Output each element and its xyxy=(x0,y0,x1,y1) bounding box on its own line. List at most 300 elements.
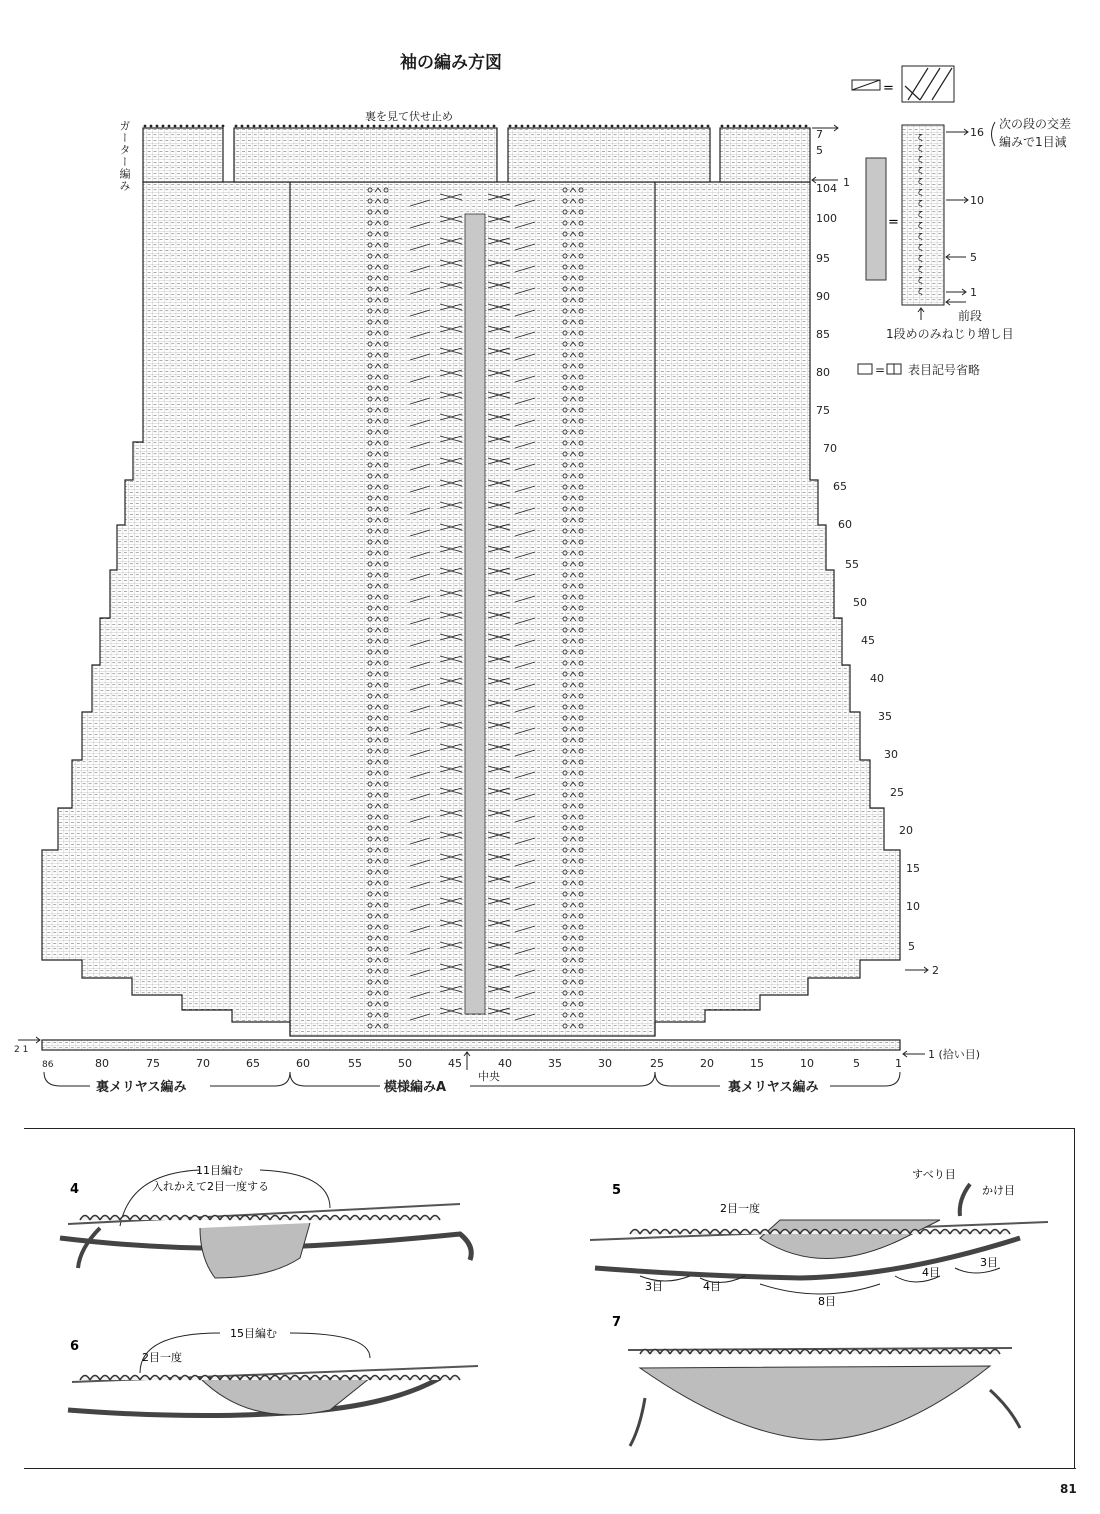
bind-off-dot xyxy=(611,125,614,128)
stitch-loop xyxy=(90,1216,100,1221)
legend-panel-swatch xyxy=(866,158,886,280)
row-label: 40 xyxy=(870,672,884,685)
stitch-number: 35 xyxy=(548,1057,562,1070)
row-label: 25 xyxy=(890,786,904,799)
stitch-loop xyxy=(680,1230,690,1235)
bind-off-dot xyxy=(439,125,442,128)
stitch-loop xyxy=(300,1376,310,1381)
bind-off-dot xyxy=(421,125,424,128)
bind-off-dot xyxy=(144,125,147,128)
section-labels xyxy=(96,1079,818,1095)
twist-stitch-mark: ζ xyxy=(918,210,923,219)
bind-off-dot xyxy=(659,125,662,128)
stitch-loop xyxy=(370,1216,380,1221)
stitch-loop xyxy=(630,1230,640,1235)
bind-off-dot xyxy=(313,125,316,128)
bind-off-dot xyxy=(757,125,760,128)
bind-off-dot xyxy=(707,125,710,128)
bind-off-dot xyxy=(551,125,554,128)
stitch-loop xyxy=(420,1216,430,1221)
bind-off-dot xyxy=(247,125,250,128)
stitch-loop xyxy=(390,1216,400,1221)
stitch-loop xyxy=(190,1216,200,1221)
bind-off-dot xyxy=(487,125,490,128)
stitch-loop xyxy=(420,1376,430,1381)
stitch-loop xyxy=(960,1350,970,1355)
bind-off-dot xyxy=(265,125,268,128)
row-label: 100 xyxy=(816,212,837,225)
stitch-loop xyxy=(260,1376,270,1381)
bind-off-dot xyxy=(379,125,382,128)
stitch-loop xyxy=(340,1216,350,1221)
bind-off-dot xyxy=(677,125,680,128)
stitch-loop xyxy=(790,1350,800,1355)
cable-panel xyxy=(465,214,485,1014)
stitch-loop xyxy=(940,1350,950,1355)
row-label: 5 xyxy=(816,144,823,157)
stitch-loop xyxy=(380,1376,390,1381)
stitch-number: 15 xyxy=(750,1057,764,1070)
stitch-loop xyxy=(150,1216,160,1221)
stitch-loop xyxy=(910,1350,920,1355)
bind-off-dot xyxy=(493,125,496,128)
figure-5 xyxy=(590,1168,1048,1308)
bind-off-dot xyxy=(271,125,274,128)
bind-off-dot xyxy=(307,125,310,128)
bind-off-dot xyxy=(451,125,454,128)
bind-off-dot xyxy=(216,125,219,128)
stitch-loop xyxy=(710,1230,720,1235)
twist-stitch-mark: ζ xyxy=(918,232,923,241)
page-number: 81 xyxy=(1060,1482,1077,1496)
stitch-loop xyxy=(700,1230,710,1235)
stitch-loop xyxy=(110,1376,120,1381)
bind-off-dot xyxy=(325,125,328,128)
legend-repeat-chart xyxy=(902,125,944,305)
stitch-number: 60 xyxy=(296,1057,310,1070)
figure-number: 4 xyxy=(70,1182,80,1197)
bind-off-dot xyxy=(641,125,644,128)
stitch-loop xyxy=(660,1230,670,1235)
bind-off-dot xyxy=(721,125,724,128)
stitch-loop xyxy=(380,1216,390,1221)
stitch-loop xyxy=(970,1350,980,1355)
stitch-number: 5 xyxy=(853,1057,860,1070)
figure-5-label-e: 4目 xyxy=(703,1280,721,1293)
stitch-loop xyxy=(670,1230,680,1235)
stitch-loop xyxy=(160,1376,170,1381)
stitch-loop xyxy=(110,1216,120,1221)
figure-5-label-b: すべり目 xyxy=(912,1168,956,1181)
bind-off-dot xyxy=(198,125,201,128)
row-label: 45 xyxy=(861,634,875,647)
twist-stitch-mark: ζ xyxy=(918,155,923,164)
row-label: 50 xyxy=(853,596,867,609)
stitch-loop xyxy=(990,1350,1000,1355)
stitch-loop xyxy=(990,1230,1000,1235)
bind-off-dot xyxy=(355,125,358,128)
bind-off-dot xyxy=(745,125,748,128)
stitch-loop xyxy=(750,1230,760,1235)
legend-note-1: 次の段の交差 xyxy=(999,117,1072,131)
figure-5-label-d: 3目 xyxy=(645,1280,663,1293)
stitch-loop xyxy=(950,1350,960,1355)
bind-off-dot xyxy=(283,125,286,128)
stitch-loop xyxy=(360,1376,370,1381)
stitch-loop xyxy=(320,1376,330,1381)
bind-off-dot xyxy=(361,125,364,128)
figure-5-label-h: 3目 xyxy=(980,1256,998,1269)
stitch-loop xyxy=(360,1216,370,1221)
bind-off-dot xyxy=(222,125,225,128)
legend-row-1: 1 xyxy=(970,286,977,299)
bind-off-dot xyxy=(156,125,159,128)
bind-off-dot xyxy=(793,125,796,128)
stitch-loop xyxy=(130,1376,140,1381)
figure-number: 5 xyxy=(612,1183,622,1198)
stitch-loop xyxy=(250,1216,260,1221)
row-label: 70 xyxy=(823,442,837,455)
stitch-loop xyxy=(920,1230,930,1235)
row-label: 95 xyxy=(816,252,830,265)
twist-stitch-mark: ζ xyxy=(918,276,923,285)
stitch-loop xyxy=(370,1376,380,1381)
bind-off-dot xyxy=(733,125,736,128)
stitch-number: 30 xyxy=(598,1057,612,1070)
stitch-loop xyxy=(870,1350,880,1355)
stitch-loop xyxy=(900,1350,910,1355)
figure-5-label-a: 2目一度 xyxy=(720,1202,760,1215)
figure-6-label-a: 15目編む xyxy=(230,1327,277,1340)
legend-twist-stitches xyxy=(918,133,922,296)
stitch-loop xyxy=(410,1216,420,1221)
row-label: 2 xyxy=(932,964,939,977)
bind-off-dot xyxy=(150,125,153,128)
stitch-loop xyxy=(120,1376,130,1381)
bind-off-dot xyxy=(647,125,650,128)
bind-off-dot xyxy=(751,125,754,128)
stitch-number: 70 xyxy=(196,1057,210,1070)
bind-off-dot xyxy=(168,125,171,128)
section-label-right: 裏メリヤス編み xyxy=(728,1080,819,1095)
figure-5-label-f: 8目 xyxy=(818,1295,836,1308)
bind-off-dot xyxy=(689,125,692,128)
bind-off-dots xyxy=(144,125,808,128)
stitch-loop xyxy=(960,1230,970,1235)
row-label: 20 xyxy=(899,824,913,837)
bind-off-dot xyxy=(349,125,352,128)
bind-off-dot xyxy=(427,125,430,128)
bind-off-dot xyxy=(509,125,512,128)
stitch-loop xyxy=(280,1376,290,1381)
bind-off-dot xyxy=(463,125,466,128)
bind-off-dot xyxy=(343,125,346,128)
bind-off-dot xyxy=(391,125,394,128)
bind-off-dot xyxy=(581,125,584,128)
legend-note-2: 編みで1目減 xyxy=(999,135,1067,149)
stitch-loop xyxy=(880,1350,890,1355)
stitch-loop xyxy=(450,1376,460,1381)
bind-off-dot xyxy=(593,125,596,128)
stitch-loop xyxy=(330,1216,340,1221)
twist-stitch-mark: ζ xyxy=(918,243,923,252)
bindoff-block-3 xyxy=(508,128,710,182)
bind-off-dot xyxy=(775,125,778,128)
stitch-loop xyxy=(80,1376,90,1381)
stitch-loop xyxy=(310,1216,320,1221)
stitch-loop xyxy=(930,1230,940,1235)
stitch-loop xyxy=(840,1350,850,1355)
stitch-loop xyxy=(390,1376,400,1381)
stitch-loop xyxy=(130,1216,140,1221)
stitch-loop xyxy=(270,1216,280,1221)
stitch-loop xyxy=(440,1376,450,1381)
stitch-loop xyxy=(890,1350,900,1355)
figure-number: 7 xyxy=(612,1315,622,1330)
bind-off-dot xyxy=(180,125,183,128)
twist-stitch-mark: ζ xyxy=(918,188,923,197)
row-label: 90 xyxy=(816,290,830,303)
bind-off-dot xyxy=(331,125,334,128)
figure-5-label-c: かけ目 xyxy=(982,1184,1015,1197)
stitch-loop xyxy=(140,1376,150,1381)
legend-row-10: 10 xyxy=(970,194,984,207)
figure-4 xyxy=(60,1163,471,1278)
bind-off-dot xyxy=(763,125,766,128)
row-label: 65 xyxy=(833,480,847,493)
twist-stitch-mark: ζ xyxy=(918,144,923,153)
stitch-loop xyxy=(920,1350,930,1355)
bind-off-dot xyxy=(259,125,262,128)
figure-5-label-g: 4目 xyxy=(922,1266,940,1279)
chart-body xyxy=(42,125,900,1050)
stitch-loop xyxy=(730,1230,740,1235)
stitch-number: 86 xyxy=(42,1060,54,1070)
bind-off-dot xyxy=(701,125,704,128)
row-label: 1 xyxy=(843,176,850,189)
stitch-number: 25 xyxy=(650,1057,664,1070)
bind-off-dot xyxy=(241,125,244,128)
row-label: 60 xyxy=(838,518,852,531)
figure-number: 6 xyxy=(70,1339,80,1354)
bind-off-dot xyxy=(623,125,626,128)
row-label: 104 xyxy=(816,182,837,195)
bottom-rule xyxy=(24,1468,1076,1469)
stitch-loop xyxy=(90,1376,100,1381)
stitch-loop xyxy=(270,1376,280,1381)
legend-row-16: 16 xyxy=(970,126,984,139)
bind-off-dot xyxy=(235,125,238,128)
bind-off-dot xyxy=(521,125,524,128)
stitch-loop xyxy=(330,1376,340,1381)
stitch-number: 10 xyxy=(800,1057,814,1070)
legend-equals-2: = xyxy=(888,215,899,230)
twist-stitch-mark: ζ xyxy=(918,133,923,142)
bind-off-dot xyxy=(587,125,590,128)
legend-first-row-note: 1段めのみねじり増し目 xyxy=(886,327,1014,341)
stitch-number: 40 xyxy=(498,1057,512,1070)
bind-off-dot xyxy=(569,125,572,128)
stitch-loop xyxy=(940,1230,950,1235)
bind-off-dot xyxy=(769,125,772,128)
bind-off-dot xyxy=(727,125,730,128)
bind-off-dot xyxy=(739,125,742,128)
twist-stitch-mark: ζ xyxy=(918,166,923,175)
technique-figures-svg xyxy=(0,1128,1100,1468)
stitch-loop xyxy=(280,1216,290,1221)
bind-off-dot xyxy=(683,125,686,128)
twist-stitch-mark: ζ xyxy=(918,254,923,263)
twist-stitch-mark: ζ xyxy=(918,265,923,274)
twist-stitch-mark: ζ xyxy=(918,221,923,230)
figure-7 xyxy=(612,1315,1020,1446)
bind-off-dot xyxy=(481,125,484,128)
center-label: 中央 xyxy=(478,1070,500,1083)
stitch-loop xyxy=(290,1216,300,1221)
bind-off-dot xyxy=(415,125,418,128)
bind-off-dot xyxy=(527,125,530,128)
stitch-loop xyxy=(350,1376,360,1381)
stitch-loop xyxy=(650,1230,660,1235)
stitch-loop xyxy=(170,1216,180,1221)
stitch-loop xyxy=(100,1216,110,1221)
stitch-loop xyxy=(860,1350,870,1355)
left-row-label: 2 1 xyxy=(14,1045,29,1055)
bind-off-dot xyxy=(337,125,340,128)
bind-off-dot xyxy=(781,125,784,128)
bind-off-dot xyxy=(295,125,298,128)
bind-off-dot xyxy=(186,125,189,128)
stitch-loop xyxy=(150,1376,160,1381)
bindoff-block-4 xyxy=(720,128,810,182)
bind-off-dot xyxy=(301,125,304,128)
stitch-number: 20 xyxy=(700,1057,714,1070)
stitch-number: 75 xyxy=(146,1057,160,1070)
stitch-loop xyxy=(410,1376,420,1381)
figure-6-label-b: 2目一度 xyxy=(142,1351,182,1364)
bind-off-dot xyxy=(475,125,478,128)
bind-off-dot xyxy=(457,125,460,128)
stitch-loop xyxy=(850,1350,860,1355)
stitch-loop xyxy=(320,1216,330,1221)
bind-off-dot xyxy=(174,125,177,128)
bind-off-dot xyxy=(545,125,548,128)
bind-off-dot xyxy=(635,125,638,128)
stitch-loop xyxy=(810,1350,820,1355)
bind-off-dot xyxy=(253,125,256,128)
legend-purl-omitted: 表目記号省略 xyxy=(908,363,981,377)
bind-off-dot xyxy=(469,125,472,128)
row-label: 10 xyxy=(906,900,920,913)
stitch-loop xyxy=(830,1350,840,1355)
chart-title: 袖の編み方図 xyxy=(400,53,502,73)
row-label: 35 xyxy=(878,710,892,723)
bind-off-dot xyxy=(210,125,213,128)
bind-off-dot xyxy=(277,125,280,128)
stitch-loop xyxy=(100,1376,110,1381)
stitch-loop xyxy=(740,1230,750,1235)
bind-off-dot xyxy=(671,125,674,128)
stitch-loop xyxy=(400,1376,410,1381)
legend xyxy=(852,66,1071,377)
bind-off-dot xyxy=(695,125,698,128)
section-label-left: 裏メリヤス編み xyxy=(96,1080,187,1095)
legend-prev-row: 前段 xyxy=(958,309,983,323)
stitch-number: 45 xyxy=(448,1057,462,1070)
stitch-loop xyxy=(400,1216,410,1221)
bind-off-dot xyxy=(397,125,400,128)
bind-off-dot xyxy=(805,125,808,128)
stitch-loop xyxy=(180,1376,190,1381)
garter-stitch-label: ガーター編み xyxy=(118,120,131,192)
bind-off-dot xyxy=(319,125,322,128)
bind-off-dot xyxy=(192,125,195,128)
stitch-loop xyxy=(930,1350,940,1355)
twist-stitch-mark: ζ xyxy=(918,287,923,296)
stitch-loop xyxy=(160,1216,170,1221)
bind-off-dot xyxy=(289,125,292,128)
stitch-loop xyxy=(310,1376,320,1381)
bind-off-dot xyxy=(204,125,207,128)
bind-off-dot xyxy=(433,125,436,128)
stitch-loop xyxy=(640,1230,650,1235)
bind-off-dot xyxy=(409,125,412,128)
stitch-loop xyxy=(180,1216,190,1221)
bind-off-dot xyxy=(539,125,542,128)
row-label: 7 xyxy=(816,128,823,141)
bind-off-dot xyxy=(563,125,566,128)
stitch-loop xyxy=(350,1216,360,1221)
section-label-center: 模様編みA xyxy=(384,1080,447,1095)
bind-off-dot xyxy=(665,125,668,128)
bindoff-block-2 xyxy=(234,128,497,182)
bind-off-dot xyxy=(533,125,536,128)
row-label: 1 (拾い目) xyxy=(928,1048,981,1061)
bindoff-block-1 xyxy=(143,128,223,182)
stitch-loop xyxy=(240,1216,250,1221)
bind-off-dot xyxy=(653,125,656,128)
figure-4-label-b: 入れかえて2目一度する xyxy=(152,1180,269,1193)
bind-off-dot xyxy=(515,125,518,128)
stitch-loop xyxy=(80,1216,90,1221)
row-label: 85 xyxy=(816,328,830,341)
bind-off-dot xyxy=(445,125,448,128)
stitch-loop xyxy=(170,1376,180,1381)
pickup-row xyxy=(42,1040,900,1050)
stitch-loop xyxy=(300,1216,310,1221)
bind-off-dot xyxy=(629,125,632,128)
stitch-loop xyxy=(120,1216,130,1221)
stitch-loop xyxy=(970,1230,980,1235)
row-label: 5 xyxy=(908,940,915,953)
stitch-loop xyxy=(980,1350,990,1355)
stitch-loop xyxy=(690,1230,700,1235)
stitch-loop xyxy=(720,1230,730,1235)
bind-off-dot xyxy=(373,125,376,128)
row-label: 55 xyxy=(845,558,859,571)
bind-off-dot xyxy=(403,125,406,128)
legend-row-5: 5 xyxy=(970,251,977,264)
row-label: 15 xyxy=(906,862,920,875)
bind-off-label: 裏を見て伏せ止め xyxy=(365,110,453,123)
stitch-loop xyxy=(250,1376,260,1381)
stitch-loop xyxy=(1000,1230,1010,1235)
legend-equals: = xyxy=(883,81,894,96)
twist-stitch-mark: ζ xyxy=(918,177,923,186)
bind-off-dot xyxy=(605,125,608,128)
stitch-number: 50 xyxy=(398,1057,412,1070)
stitch-loop xyxy=(260,1216,270,1221)
